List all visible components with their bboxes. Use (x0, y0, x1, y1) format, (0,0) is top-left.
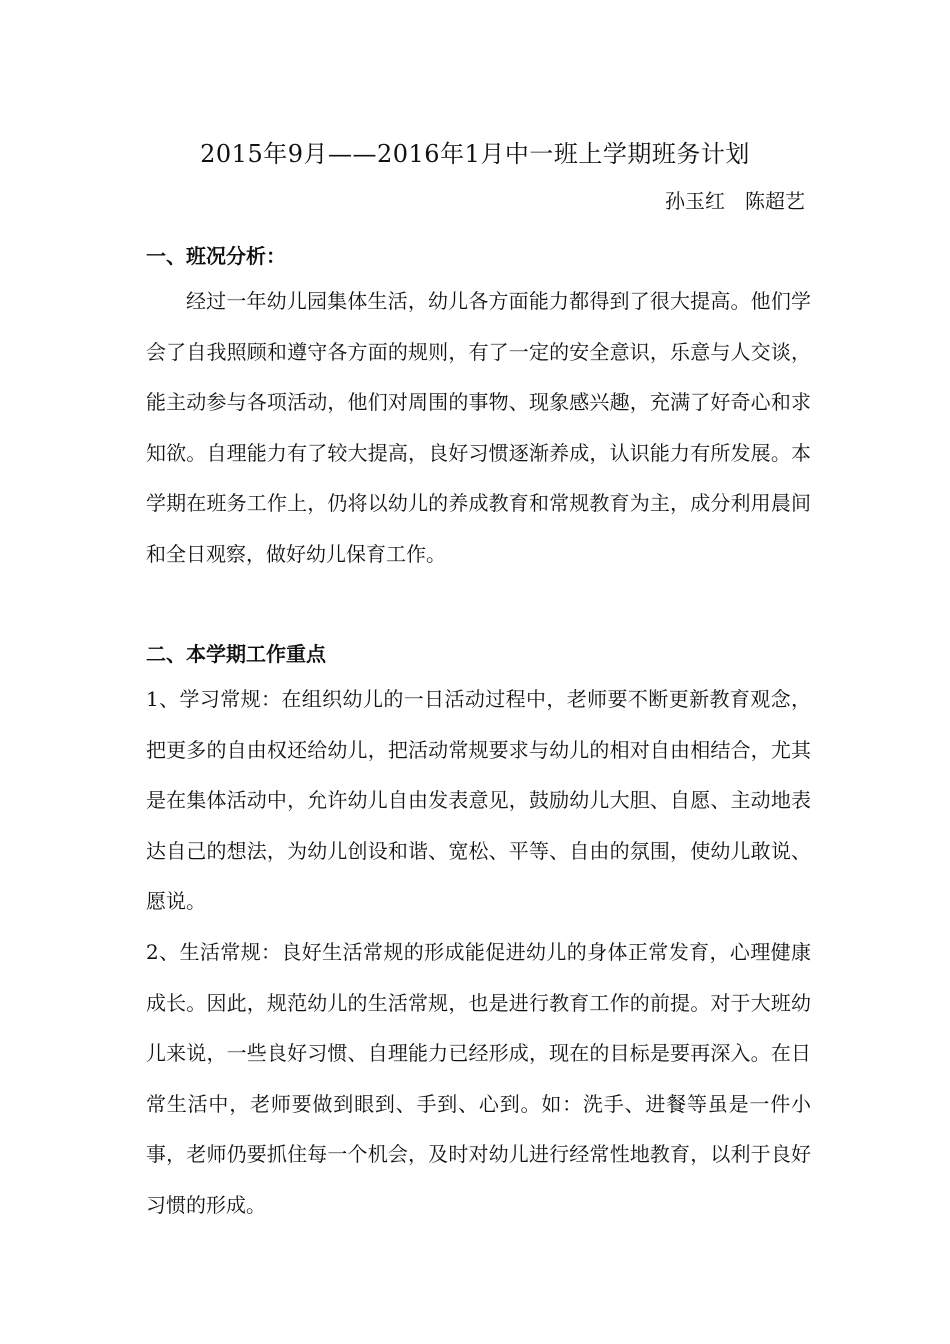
document-title: 2015年9月——2016年1月中一班上学期班务计划 (200, 140, 750, 168)
paragraph-daily-routine: 2、生活常规：良好生活常规的形成能促进幼儿的身体正常发育，心理健康成长。因此，规范幼儿的生活常规，也是进行教育工作的前提。对于大班幼儿来说，一些良好习惯、自理能力已经形成，现在的目标是要再深入。在日常生活中，老师要做到眼到、手到、心到。如：洗手、进餐等虽是一件小事，老师仍要抓住每一个机会，及时对幼儿进行经常性地教育，以利于良好习惯的形成。 (146, 940, 811, 1217)
paragraph-class-analysis: 经过一年幼儿园集体生活，幼儿各方面能力都得到了很大提高。他们学会了自我照顾和遵守各方面的规则，有了一定的安全意识，乐意与人交谈，能主动参与各项活动，他们对周围的事物、现象感兴趣，充满了好奇心和求知欲。自理能力有了较大提高，良好习惯逐渐养成，认识能力有所发展。本学期在班务工作上，仍将以幼儿的养成教育和常规教育为主，成分利用晨间和全日观察，做好幼儿保育工作。 (146, 289, 811, 566)
paragraph-learning-routine: 1、学习常规：在组织幼儿的一日活动过程中，老师要不断更新教育观念，把更多的自由权还给幼儿，把活动常规要求与幼儿的相对自由相结合，尤其是在集体活动中，允许幼儿自由发表意见，鼓励幼儿大胆、自愿、主动地表达自己的想法，为幼儿创设和谐、宽松、平等、自由的氛围，使幼儿敢说、愿说。 (146, 687, 811, 913)
document-authors: 孙玉红 陈超艺 (665, 189, 805, 213)
section-heading-class-analysis: 一、班况分析： (146, 244, 286, 268)
section-heading-work-focus: 二、本学期工作重点 (146, 642, 326, 666)
